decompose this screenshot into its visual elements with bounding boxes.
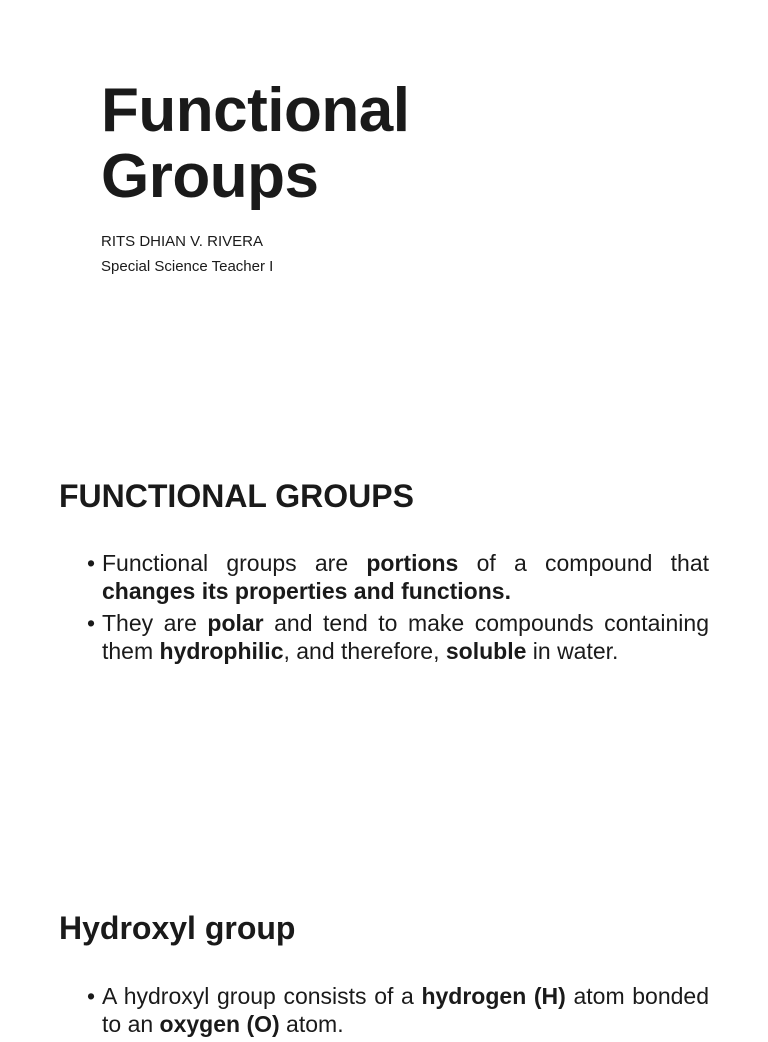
section-heading-functional-groups: FUNCTIONAL GROUPS [59, 478, 414, 514]
author-role: Special Science Teacher I [101, 258, 274, 275]
hydroxyl-group-bullets [87, 982, 709, 1042]
bullet-item: • They are polar and tend to make compounds containing them hydrophilic, and therefore, soluble in water. [87, 609, 709, 665]
title-line-1: Functional [101, 76, 410, 145]
author-name: RITS DHIAN V. RIVERA [101, 233, 263, 250]
bullet-item: • A hydroxyl group consists of a hydrogen (H) atom bonded to an oxygen (O) atom. [87, 982, 709, 1038]
bullet-item: • Functional groups are portions of a compound that changes its properties and functions. [87, 549, 709, 605]
section-heading-hydroxyl-group: Hydroxyl group [59, 910, 296, 946]
functional-groups-bullets [87, 549, 709, 669]
title-line-2: Groups [101, 142, 319, 211]
